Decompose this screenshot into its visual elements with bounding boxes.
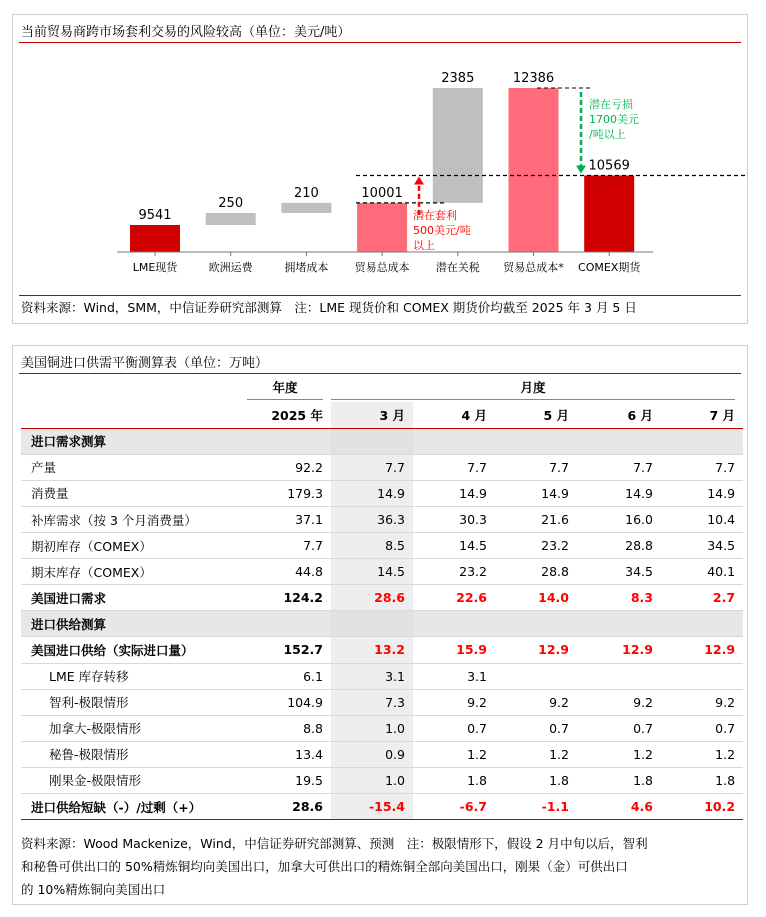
cell-10-3: 9.2 <box>495 689 577 715</box>
data-label-3: 10001 <box>361 185 403 201</box>
x-tick-label-4: 潜在关税 <box>435 261 480 274</box>
cell-12-2: 1.2 <box>413 741 495 767</box>
cell-5-1: 14.5 <box>331 559 413 585</box>
loss-note-line-1: 1700美元 <box>589 113 639 126</box>
row-label-11: 加拿大-极限情形 <box>21 715 247 741</box>
balance-table <box>21 376 743 820</box>
chart-panel <box>12 14 748 324</box>
table-row <box>21 689 743 715</box>
cell-7-3 <box>495 611 577 637</box>
table-row <box>21 506 743 532</box>
x-tick-label-2: 拥堵成本 <box>284 261 329 274</box>
row-label-9: LME 库存转移 <box>21 663 247 689</box>
cell-14-1: -15.4 <box>331 794 413 820</box>
cell-14-3: -1.1 <box>495 794 577 820</box>
cell-2-2: 14.9 <box>413 480 495 506</box>
chart-source: 资料来源：Wind，SMM，中信证券研究部测算 注：LME 现货价和 COMEX 期货价均截至 2025 年 3 月 5 日 <box>21 300 637 315</box>
cell-5-5: 40.1 <box>661 559 743 585</box>
cell-13-3: 1.8 <box>495 767 577 793</box>
bar-4 <box>433 88 483 203</box>
cell-14-0: 28.6 <box>247 794 331 820</box>
arbitrage-note-line-2: 以上 <box>413 238 435 252</box>
table-row <box>21 480 743 506</box>
table-panel <box>12 345 748 905</box>
table-row <box>21 559 743 585</box>
cell-11-0: 8.8 <box>247 715 331 741</box>
cell-9-0: 6.1 <box>247 663 331 689</box>
table-row <box>21 741 743 767</box>
data-label-4: 2385 <box>441 71 475 86</box>
cell-9-5 <box>661 663 743 689</box>
header-month-group: 月度 <box>331 376 743 402</box>
cell-3-3: 21.6 <box>495 506 577 532</box>
table-source-line-0: 资料来源：Wood Mackenize，Wind，中信证券研究部测算、预测 注：极限情形下，假设 2 月中旬以后，智利 <box>21 836 648 851</box>
cell-10-2: 9.2 <box>413 689 495 715</box>
bar-6 <box>584 175 634 252</box>
x-tick-label-3: 贸易总成本 <box>354 261 410 274</box>
cell-7-1 <box>331 611 413 637</box>
x-tick-label-5: 贸易总成本* <box>503 261 564 274</box>
cell-13-1: 1.0 <box>331 767 413 793</box>
cell-4-4: 28.8 <box>577 533 661 559</box>
row-label-0: 进口需求测算 <box>21 428 247 454</box>
cell-6-0: 124.2 <box>247 585 331 611</box>
cell-11-2: 0.7 <box>413 715 495 741</box>
cell-8-0: 152.7 <box>247 637 331 663</box>
data-label-6: 10569 <box>588 158 630 174</box>
row-label-2: 消费量 <box>21 480 247 506</box>
table-header-row <box>21 402 743 428</box>
cell-8-1: 13.2 <box>331 637 413 663</box>
cell-3-1: 36.3 <box>331 506 413 532</box>
bar-0 <box>130 225 180 252</box>
cell-1-3: 7.7 <box>495 454 577 480</box>
cell-3-4: 16.0 <box>577 506 661 532</box>
table-title: 美国铜进口供需平衡测算表（单位：万吨） <box>21 356 269 371</box>
header-blank-2 <box>21 402 247 428</box>
column-header-3: 5 月 <box>495 402 577 428</box>
chart-source-rule <box>19 295 741 296</box>
cell-3-5: 10.4 <box>661 506 743 532</box>
table-header-group-row <box>21 376 743 402</box>
table-source-line-2: 的 10%精炼铜向美国出口 <box>21 882 166 897</box>
waterfall-chart <box>13 15 747 295</box>
table-row <box>21 637 743 663</box>
table-row <box>21 611 743 637</box>
bar-1 <box>206 213 256 225</box>
cell-3-0: 37.1 <box>247 506 331 532</box>
bar-2 <box>281 203 331 213</box>
cell-13-5: 1.8 <box>661 767 743 793</box>
row-label-1: 产量 <box>21 454 247 480</box>
row-label-8: 美国进口供给（实际进口量） <box>21 637 247 663</box>
row-label-13: 刚果金-极限情形 <box>21 767 247 793</box>
cell-12-1: 0.9 <box>331 741 413 767</box>
row-label-12: 秘鲁-极限情形 <box>21 741 247 767</box>
cell-6-3: 14.0 <box>495 585 577 611</box>
table-row <box>21 715 743 741</box>
cell-5-3: 28.8 <box>495 559 577 585</box>
cell-2-3: 14.9 <box>495 480 577 506</box>
arbitrage-note-line-1: 500美元/吨 <box>413 223 471 237</box>
cell-11-1: 1.0 <box>331 715 413 741</box>
cell-8-2: 15.9 <box>413 637 495 663</box>
cell-14-4: 4.6 <box>577 794 661 820</box>
arbitrage-note-line-0: 潜在套利 <box>413 208 457 222</box>
row-label-7: 进口供给测算 <box>21 611 247 637</box>
cell-10-1: 7.3 <box>331 689 413 715</box>
cell-2-5: 14.9 <box>661 480 743 506</box>
bar-3 <box>357 203 407 252</box>
cell-12-5: 1.2 <box>661 741 743 767</box>
cell-7-2 <box>413 611 495 637</box>
row-label-10: 智利-极限情形 <box>21 689 247 715</box>
data-label-2: 210 <box>293 185 319 201</box>
table-row <box>21 663 743 689</box>
cell-4-0: 7.7 <box>247 533 331 559</box>
cell-14-5: 10.2 <box>661 794 743 820</box>
cell-14-2: -6.7 <box>413 794 495 820</box>
cell-4-5: 34.5 <box>661 533 743 559</box>
cell-2-0: 179.3 <box>247 480 331 506</box>
cell-13-0: 19.5 <box>247 767 331 793</box>
table-row <box>21 767 743 793</box>
cell-5-2: 23.2 <box>413 559 495 585</box>
loss-note-line-0: 潜在亏损 <box>589 98 633 111</box>
cell-8-3: 12.9 <box>495 637 577 663</box>
table-source <box>21 832 648 901</box>
cell-11-3: 0.7 <box>495 715 577 741</box>
cell-7-4 <box>577 611 661 637</box>
cell-3-2: 30.3 <box>413 506 495 532</box>
cell-13-4: 1.8 <box>577 767 661 793</box>
data-label-1: 250 <box>218 195 244 211</box>
cell-1-0: 92.2 <box>247 454 331 480</box>
cell-7-0 <box>247 611 331 637</box>
header-year-group: 年度 <box>247 376 331 402</box>
column-header-2: 4 月 <box>413 402 495 428</box>
cell-0-4 <box>577 428 661 454</box>
cell-9-4 <box>577 663 661 689</box>
cell-9-2: 3.1 <box>413 663 495 689</box>
cell-2-4: 14.9 <box>577 480 661 506</box>
x-tick-label-6: COMEX期货 <box>578 261 641 274</box>
loss-arrow-head <box>576 165 586 173</box>
row-label-14: 进口供给短缺（-）/过剩（+） <box>21 794 247 820</box>
cell-12-4: 1.2 <box>577 741 661 767</box>
cell-0-3 <box>495 428 577 454</box>
cell-1-1: 7.7 <box>331 454 413 480</box>
cell-6-5: 2.7 <box>661 585 743 611</box>
cell-11-5: 0.7 <box>661 715 743 741</box>
x-tick-label-0: LME现货 <box>132 261 178 274</box>
table-row <box>21 454 743 480</box>
cell-10-5: 9.2 <box>661 689 743 715</box>
cell-12-0: 13.4 <box>247 741 331 767</box>
cell-6-2: 22.6 <box>413 585 495 611</box>
row-label-5: 期末库存（COMEX） <box>21 559 247 585</box>
cell-13-2: 1.8 <box>413 767 495 793</box>
table-row <box>21 794 743 820</box>
cell-4-1: 8.5 <box>331 533 413 559</box>
cell-5-4: 34.5 <box>577 559 661 585</box>
cell-0-1 <box>331 428 413 454</box>
table-row <box>21 428 743 454</box>
table-row <box>21 533 743 559</box>
cell-4-2: 14.5 <box>413 533 495 559</box>
cell-10-4: 9.2 <box>577 689 661 715</box>
cell-9-1: 3.1 <box>331 663 413 689</box>
cell-6-1: 28.6 <box>331 585 413 611</box>
cell-1-2: 7.7 <box>413 454 495 480</box>
cell-11-4: 0.7 <box>577 715 661 741</box>
cell-1-4: 7.7 <box>577 454 661 480</box>
column-header-4: 6 月 <box>577 402 661 428</box>
cell-2-1: 14.9 <box>331 480 413 506</box>
cell-0-2 <box>413 428 495 454</box>
row-label-6: 美国进口需求 <box>21 585 247 611</box>
column-header-0: 2025 年 <box>247 402 331 428</box>
cell-12-3: 1.2 <box>495 741 577 767</box>
data-label-0: 9541 <box>138 208 172 223</box>
cell-9-3 <box>495 663 577 689</box>
arbitrage-arrow-head <box>414 176 424 184</box>
x-tick-label-1: 欧洲运费 <box>208 261 253 274</box>
cell-7-5 <box>661 611 743 637</box>
cell-1-5: 7.7 <box>661 454 743 480</box>
table-source-line-1: 和秘鲁可供出口的 50%精炼铜均向美国出口，加拿大可供出口的精炼铜全部向美国出口，刚果（金）可供出口 <box>21 859 628 874</box>
cell-10-0: 104.9 <box>247 689 331 715</box>
row-label-3: 补库需求（按 3 个月消费量） <box>21 506 247 532</box>
bar-5 <box>509 88 559 252</box>
table-title-rule <box>19 373 741 374</box>
row-label-4: 期初库存（COMEX） <box>21 533 247 559</box>
cell-8-5: 12.9 <box>661 637 743 663</box>
column-header-1: 3 月 <box>331 402 413 428</box>
cell-0-0 <box>247 428 331 454</box>
header-blank <box>21 376 247 402</box>
column-header-5: 7 月 <box>661 402 743 428</box>
cell-4-3: 23.2 <box>495 533 577 559</box>
cell-6-4: 8.3 <box>577 585 661 611</box>
table-row <box>21 585 743 611</box>
chart-title: 当前贸易商跨市场套利交易的风险较高（单位：美元/吨） <box>21 25 351 40</box>
data-label-5: 12386 <box>512 71 555 86</box>
cell-5-0: 44.8 <box>247 559 331 585</box>
cell-0-5 <box>661 428 743 454</box>
cell-8-4: 12.9 <box>577 637 661 663</box>
loss-note-line-2: /吨以上 <box>589 128 626 141</box>
